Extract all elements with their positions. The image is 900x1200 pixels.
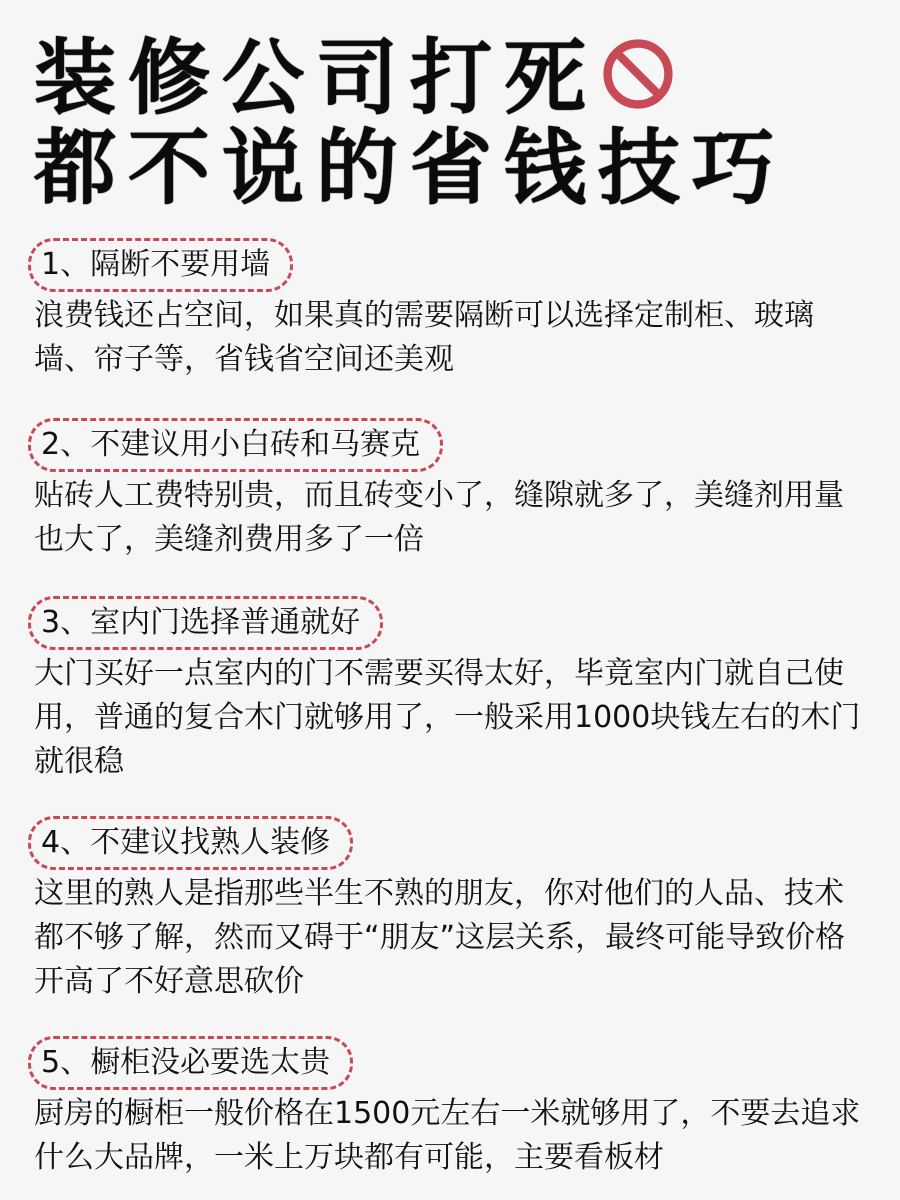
tip-heading-1: 1、隔断不要用墙: [28, 238, 293, 292]
tip-item-2: [34, 418, 874, 562]
title-line-1-text: 装修公司打死: [34, 31, 599, 126]
title-line-2: 都不说的省钱技巧: [34, 121, 787, 216]
page-title: [34, 31, 864, 216]
tip-heading-2: 2、不建议用小白砖和马赛克: [28, 418, 443, 472]
tip-heading-4: 4、不建议找熟人装修: [28, 816, 353, 870]
tip-item-5: [34, 1036, 874, 1180]
tip-heading-3: 3、室内门选择普通就好: [28, 596, 383, 650]
tip-item-3: [34, 596, 874, 784]
tip-heading-5: 5、橱柜没必要选太贵: [28, 1036, 353, 1090]
tip-item-1: [34, 238, 874, 382]
tip-body-5: 厨房的橱柜一般价格在1500元左右一米就够用了，不要去追求什么大品牌，一米上万块都有可能，主要看板材: [34, 1096, 861, 1175]
title-line-1: [34, 31, 864, 126]
tip-body-4: 这里的熟人是指那些半生不熟的朋友，你对他们的人品、技术都不够了解，然而又碍于“朋友”这层关系，最终可能导致价格开高了不好意思砍价: [34, 876, 846, 999]
prohibited-icon: [600, 36, 676, 112]
tip-body-1: 浪费钱还占空间，如果真的需要隔断可以选择定制柜、玻璃墙、帘子等，省钱省空间还美观: [34, 298, 814, 377]
tip-body-2: 贴砖人工费特别贵，而且砖变小了，缝隙就多了，美缝剂用量也大了，美缝剂费用多了一倍: [34, 478, 844, 557]
tip-body-3: 大门买好一点室内的门不需要买得太好，毕竟室内门就自己使用，普通的复合木门就够用了，一般采用1000块钱左右的木门就很稳: [34, 656, 861, 779]
tip-item-4: [34, 816, 874, 1004]
